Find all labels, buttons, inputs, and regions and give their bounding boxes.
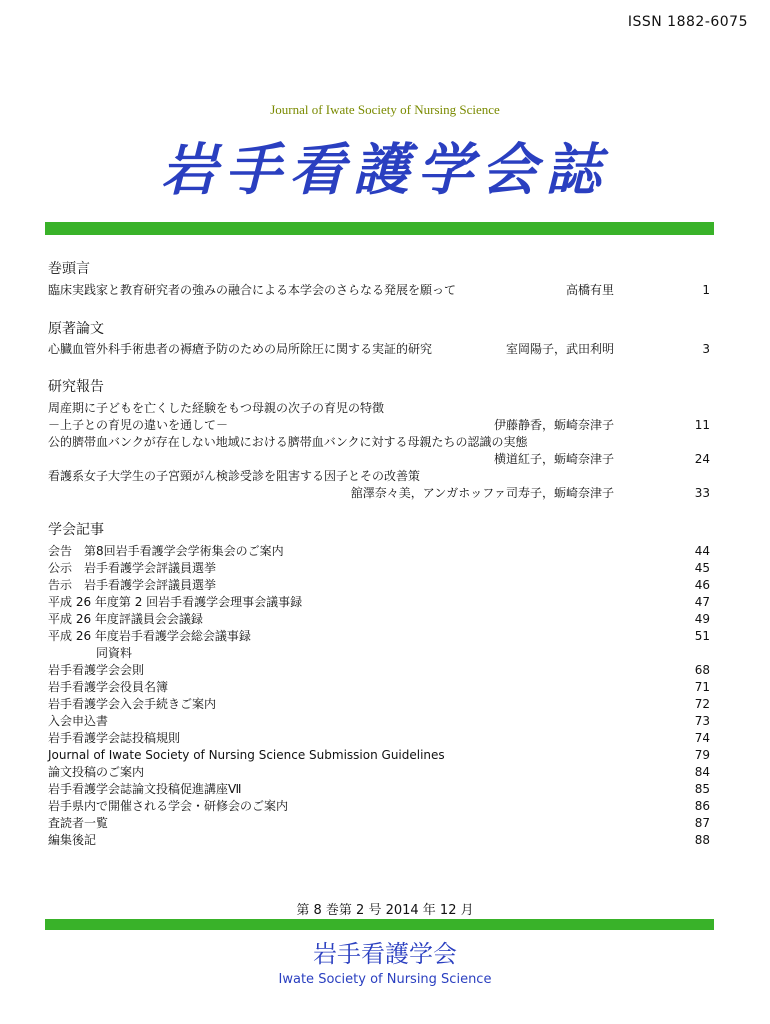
toc-page: 49 <box>694 612 710 626</box>
toc-page: 87 <box>694 816 710 830</box>
toc-page: 85 <box>694 782 710 796</box>
toc-authors: 高橋有里 <box>565 283 614 297</box>
section-title-foreword: 巻頭言 <box>48 261 90 277</box>
toc-row[interactable] <box>48 747 710 763</box>
toc-row[interactable] <box>48 560 710 576</box>
toc-row-continued[interactable] <box>48 485 710 501</box>
toc-title: Journal of Iwate Society of Nursing Science Submission Guidelines <box>48 748 445 762</box>
toc-title: 入会申込書 <box>48 714 109 728</box>
toc-title: 岩手県内で開催される学会・研修会のご案内 <box>48 799 289 813</box>
toc-row[interactable] <box>48 696 710 712</box>
toc-row[interactable] <box>48 832 710 848</box>
toc-page: 46 <box>694 578 710 592</box>
toc-title: 岩手看護学会誌論文投稿促進講座Ⅶ <box>48 782 242 796</box>
toc-row[interactable] <box>48 543 710 559</box>
toc-row[interactable] <box>48 764 710 780</box>
bottom-green-bar <box>45 919 714 930</box>
toc-page: 51 <box>694 629 710 643</box>
section-title-original: 原著論文 <box>48 321 104 337</box>
toc-title: 編集後記 <box>48 833 97 847</box>
toc-row[interactable] <box>48 577 710 593</box>
journal-title-english: Journal of Iwate Society of Nursing Science <box>270 102 500 117</box>
toc-title: 論文投稿のご案内 <box>48 765 145 779</box>
toc-row[interactable] <box>48 468 710 484</box>
publisher-name-english: Iwate Society of Nursing Science <box>278 972 492 987</box>
toc-row-continued[interactable] <box>48 417 710 433</box>
toc-page: 71 <box>694 680 710 694</box>
toc-page: 3 <box>702 342 710 356</box>
toc-row[interactable] <box>48 645 710 661</box>
toc-row[interactable] <box>48 434 710 450</box>
publisher-name-japanese: 岩手看護学会 <box>313 940 457 968</box>
toc-page: 79 <box>694 748 710 762</box>
toc-authors: 舘澤奈々美，アンガホッファ司寿子，蛎崎奈津子 <box>350 486 614 500</box>
toc-title: 平成 26 年度評議員会会議録 <box>48 612 203 626</box>
toc-row[interactable] <box>48 730 710 746</box>
toc-title: 岩手看護学会誌投稿規則 <box>48 731 181 745</box>
toc-title: 周産期に子どもを亡くした経験をもつ母親の次子の育児の特徴 <box>48 401 385 415</box>
toc-authors: 室岡陽子，武田利明 <box>505 342 614 356</box>
toc-title: 平成 26 年度第 2 回岩手看護学会理事会議事録 <box>48 595 303 609</box>
top-green-bar <box>45 222 714 235</box>
toc-row-continued[interactable] <box>48 451 710 467</box>
toc-row[interactable] <box>48 815 710 831</box>
toc-title: 看護系女子大学生の子宮頸がん検診受診を阻害する因子とその改善策 <box>48 469 421 483</box>
toc-subtitle: －上子との育児の違いを通して－ <box>48 418 229 432</box>
toc-page: 68 <box>694 663 710 677</box>
section-title-society: 学会記事 <box>48 522 104 538</box>
toc-row[interactable] <box>48 713 710 729</box>
issn-number: ISSN 1882-6075 <box>627 14 748 30</box>
journal-title-japanese: 岩手看護学会誌 <box>161 137 609 203</box>
toc-title: 公的臍帯血バンクが存在しない地域における臍帯血バンクに対する母親たちの認識の実態 <box>48 435 528 449</box>
toc-page: 84 <box>694 765 710 779</box>
toc-row[interactable] <box>48 611 710 627</box>
toc-page: 33 <box>694 486 710 500</box>
toc-row[interactable] <box>48 628 710 644</box>
toc-title: 査読者一覧 <box>48 816 109 830</box>
toc-title: 会告 第8回岩手看護学会学術集会のご案内 <box>48 544 284 558</box>
toc-page: 74 <box>694 731 710 745</box>
toc-title: 平成 26 年度岩手看護学会総会議事録 <box>48 629 251 643</box>
toc-page: 73 <box>694 714 710 728</box>
toc-page: 24 <box>694 452 710 466</box>
toc-row[interactable] <box>48 798 710 814</box>
toc-row[interactable] <box>48 282 710 298</box>
toc-title: 岩手看護学会入会手続きご案内 <box>48 697 217 711</box>
toc-row[interactable] <box>48 781 710 797</box>
toc-title: 岩手看護学会役員名簿 <box>48 680 169 694</box>
toc-page: 47 <box>694 595 710 609</box>
toc-page: 45 <box>694 561 710 575</box>
toc-row[interactable] <box>48 400 710 416</box>
toc-page: 1 <box>702 283 710 297</box>
toc-title: 告示 岩手看護学会評議員選挙 <box>48 578 217 592</box>
toc-row[interactable] <box>48 662 710 678</box>
toc-title: 臨床実践家と教育研究者の強みの融合による本学会のさらなる発展を願って <box>48 283 457 297</box>
toc-page: 88 <box>694 833 710 847</box>
toc-page: 72 <box>694 697 710 711</box>
toc-page: 86 <box>694 799 710 813</box>
toc-row[interactable] <box>48 594 710 610</box>
issue-info: 第 8 巻第 2 号 2014 年 12 月 <box>296 903 474 918</box>
toc-authors: 横道紅子，蛎崎奈津子 <box>493 452 614 466</box>
toc-row[interactable] <box>48 679 710 695</box>
toc-page: 11 <box>694 418 710 432</box>
toc-authors: 伊藤静香，蛎崎奈津子 <box>493 418 614 432</box>
toc-title: 公示 岩手看護学会評議員選挙 <box>48 561 217 575</box>
toc-title: 心臓血管外科手術患者の褥瘡予防のための局所除圧に関する実証的研究 <box>48 342 433 356</box>
toc-row[interactable] <box>48 341 710 357</box>
toc-title: 岩手看護学会会則 <box>48 663 145 677</box>
toc-title: 同資料 <box>48 646 133 660</box>
toc-page: 44 <box>694 544 710 558</box>
section-title-reports: 研究報告 <box>48 379 104 395</box>
